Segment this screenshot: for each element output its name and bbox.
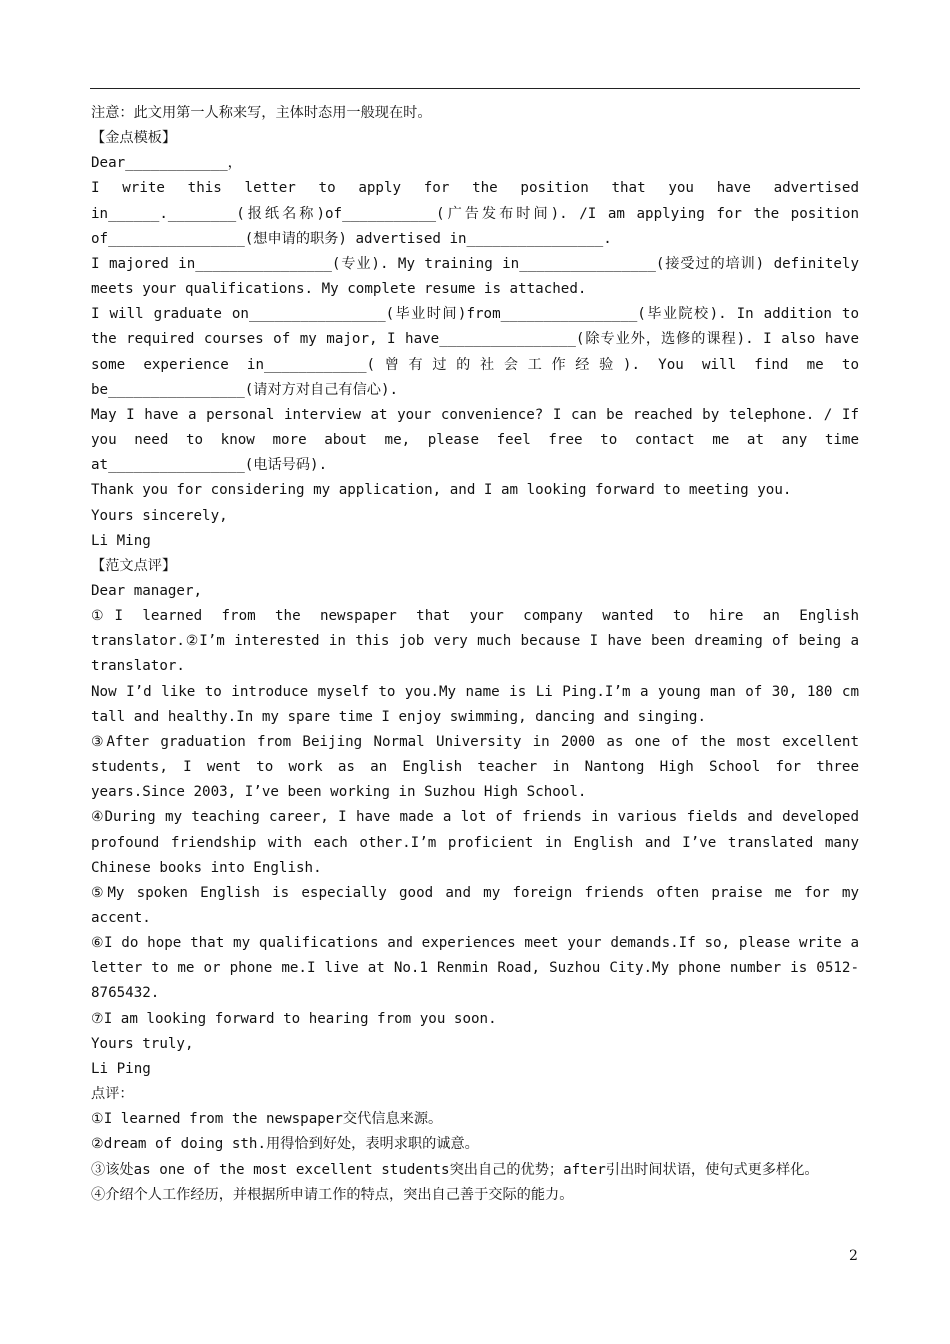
header-rule [90,88,860,89]
template-paragraph-4: May I have a personal interview at your convenience? I can be reached by telephone. / If you need to know more about me, please feel free to contact me at any time at________________(电话号码). [91,406,859,474]
sample-heading: 【范文点评】 [91,557,177,574]
sample-signature: Li Ping [91,1060,151,1077]
document-body [91,101,859,1208]
sample-paragraph-3: ③After graduation from Beijing Normal University in 2000 as one of the most excellent students, I went to work as an English teacher in Nantong High School for three years.Since 2003, I’ve been working in Suzhou High School. [91,733,859,801]
template-salutation: Dear____________， [91,155,242,172]
sample-paragraph-6: ⑥I do hope that my qualifications and experiences meet your demands.If so, please write a letter to me or phone me.I live at No.1 Renmin Road, Suzhou City.My phone number is 0512-8765432. [91,935,859,1002]
template-paragraph-3: I will graduate on________________(毕业时间)from________________(毕业院校). In addition to the required courses of my major, I have________________(除专业外，选修的课程). I also have some experience in____________(曾有过的社会工作经验). You will find me to be________________(请对方对自己有信心). [91,306,859,398]
template-paragraph-2: I majored in________________(专业). My training in________________(接受过的培训) definitely meets your qualifications. My complete resume is attached. [91,255,859,298]
sample-paragraph-4: ④During my teaching career, I have made a lot of friends in various fields and developed profound friendship with each other.I’m proficient in English and I’ve translated many Chinese books into English. [91,809,859,876]
sample-paragraph-7: ⑦I am looking forward to hearing from you soon. [91,1010,497,1027]
note-line: 注意：此文用第一人称来写，主体时态用一般现在时。 [91,105,432,121]
comments-heading: 点评： [91,1086,134,1103]
comment-2: ②dream of doing sth.用得恰到好处，表明求职的诚意。 [91,1136,479,1153]
sample-salutation: Dear manager, [91,582,203,599]
comment-4: ④介绍个人工作经历，并根据所申请工作的特点，突出自己善于交际的能力。 [91,1186,574,1203]
sample-paragraph-2: Now I’d like to introduce myself to you.My name is Li Ping.I’m a young man of 30, 180 cm tall and healthy.In my spare time I enjoy swimming, dancing and singing. [91,683,859,725]
comment-3: ③该处as one of the most excellent students突出自己的优势；after引出时间状语，使句式更多样化。 [91,1161,819,1178]
comment-1: ①I learned from the newspaper交代信息来源。 [91,1111,443,1128]
template-closing: Yours sincerely, [91,507,228,524]
template-paragraph-1: I write this letter to apply for the position that you have advertised in______.________(报纸名称)of___________(广告发布时间). /I am applying for the position of________________(想申请的职务) advertised in________________. [91,180,859,247]
template-paragraph-5: Thank you for considering my application, and I am looking forward to meeting you. [91,482,792,499]
sample-closing: Yours truly, [91,1035,194,1052]
template-signature: Li Ming [91,532,151,549]
page-number: 2 [849,1248,858,1264]
template-heading: 【金点模板】 [91,130,177,147]
sample-paragraph-5: ⑤My spoken English is especially good and my foreign friends often praise me for my accent. [91,884,859,926]
sample-paragraph-1: ①I learned from the newspaper that your company wanted to hire an English translator.②I’m interested in this job very much because I have been dreaming of being a translator. [91,608,859,675]
